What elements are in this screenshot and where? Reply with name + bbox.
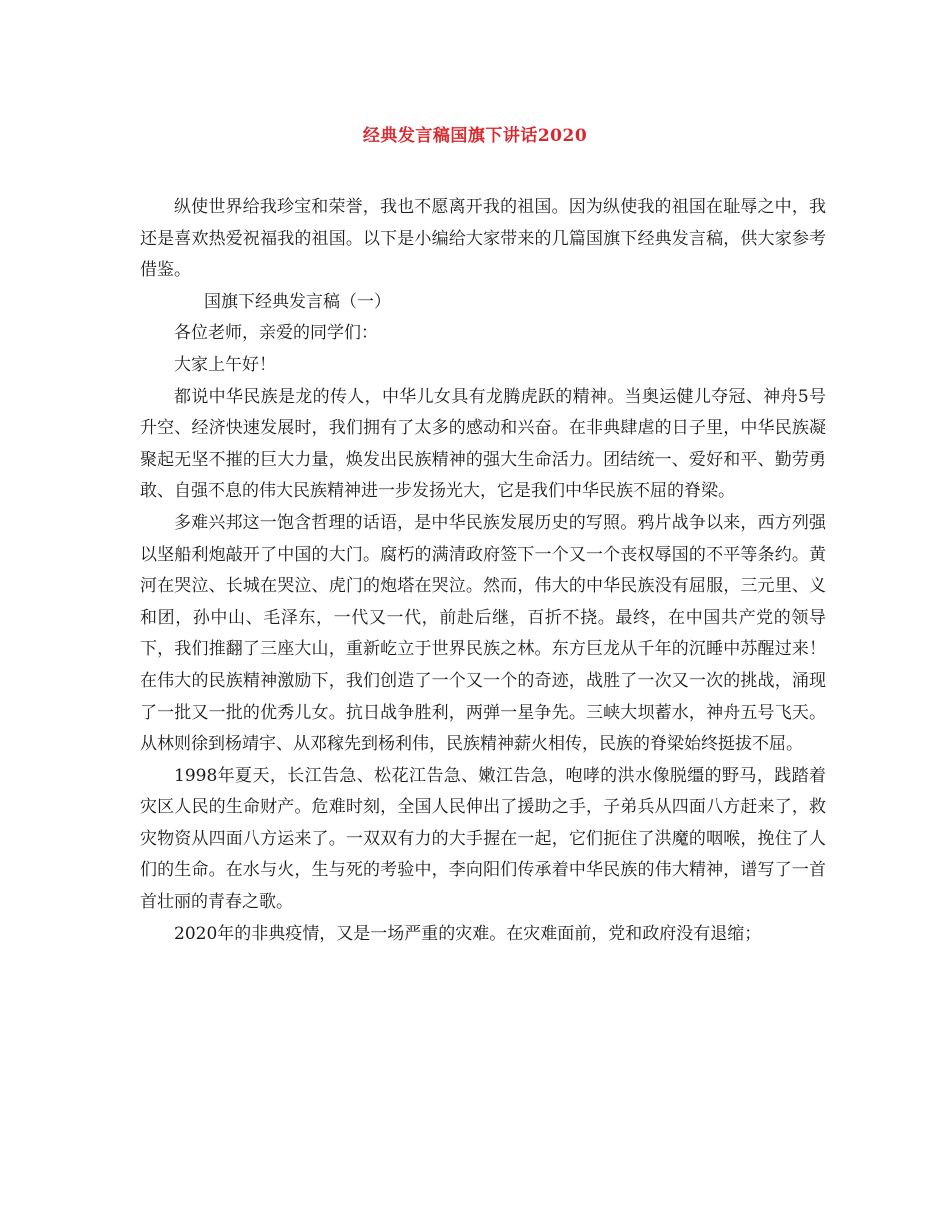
- greeting: 大家上午好！: [174, 354, 276, 375]
- body-paragraph: 2020年的非典疫情，又是一场严重的灾难。在灾难面前，党和政府没有退缩；: [174, 923, 762, 944]
- salutation: 各位老师，亲爱的同学们：: [174, 323, 378, 344]
- document-body: [140, 192, 826, 950]
- body-paragraph: 1998年夏天，长江告急、松花江告急、嫩江告急，咆哮的洪水像脱缰的野马，践踏着灾区人民的生命财产。危难时刻，全国人民伸出了援助之手，子弟兵从四面八方赶来了，救灾物资从四面八方运来了。一双双有力的大手握在一起，它们扼住了洪魔的咽喉，挽住了人们的生命。在水与火，生与死的考验中，李向阳们传承着中华民族的伟大精神，谱写了一首首壮丽的青春之歌。: [140, 765, 826, 913]
- section-heading: 国旗下经典发言稿（一）: [204, 291, 391, 312]
- intro-paragraph: 纵使世界给我珍宝和荣誉，我也不愿离开我的祖国。因为纵使我的祖国在耻辱之中，我还是喜欢热爱祝福我的祖国。以下是小编给大家带来的几篇国旗下经典发言稿，供大家参考借鉴。: [140, 197, 826, 281]
- body-paragraph: 多难兴邦这一饱含哲理的话语，是中华民族发展历史的写照。鸦片战争以来，西方列强以坚船利炮敲开了中国的大门。腐朽的满清政府签下一个又一个丧权辱国的不平等条约。黄河在哭泣、长城在哭泣、虎门的炮塔在哭泣。然而，伟大的中华民族没有屈服，三元里、义和团，孙中山、毛泽东，一代又一代，前赴后继，百折不挠。最终，在中国共产党的领导下，我们推翻了三座大山，重新屹立于世界民族之林。东方巨龙从千年的沉睡中苏醒过来！在伟大的民族精神激励下，我们创造了一个又一个的奇迹，战胜了一次又一次的挑战，涌现了一批又一批的优秀儿女。抗日战争胜利，两弹一星争先。三峡大坝蓄水，神舟五号飞天。从林则徐到杨靖宇、从邓稼先到杨利伟，民族精神薪火相传，民族的脊梁始终挺拔不屈。: [140, 512, 826, 755]
- document-title: 经典发言稿国旗下讲话2020: [362, 126, 588, 146]
- body-paragraph: 都说中华民族是龙的传人，中华儿女具有龙腾虎跃的精神。当奥运健儿夺冠、神舟5号升空、经济快速发展时，我们拥有了太多的感动和兴奋。在非典肆虐的日子里，中华民族凝聚起无坚不摧的巨大力量，焕发出民族精神的强大生命活力。团结统一、爱好和平、勤劳勇敢、自强不息的伟大民族精神进一步发扬光大，它是我们中华民族不屈的脊梁。: [140, 386, 826, 502]
